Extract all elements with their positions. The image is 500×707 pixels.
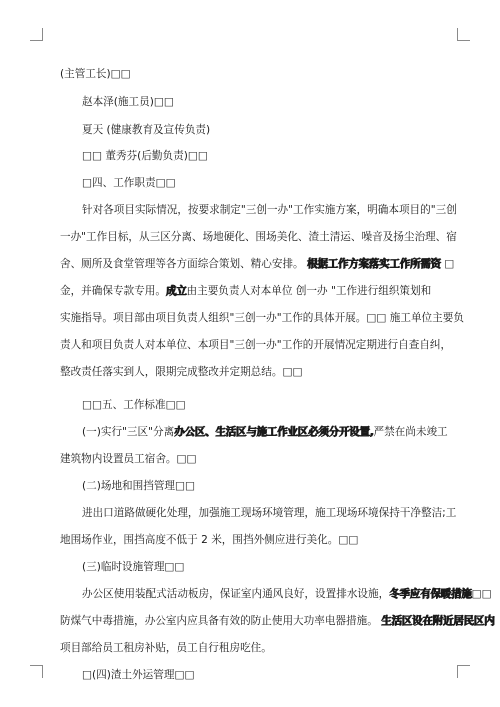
text-line: 针对各项目实际情况，按要求制定"三创一办"工作实施方案，明确本项目的"三创 [82, 204, 457, 216]
crop-mark-bottom-right [457, 665, 470, 678]
text-line: (主管工长)□□ [60, 68, 131, 80]
text-line: 责人和项目负责人对本单位、本项目"三创一办"工作的开展情况定期进行自查自纠， [60, 339, 452, 351]
subsection-heading: (三)临时设施管理□□ [82, 561, 185, 573]
text-line: 一办"工作目标，从三区分离、场地硬化、围场美化、渣土清运、噪音及扬尘治理、宿 [60, 231, 457, 243]
crop-mark-top-right [457, 28, 470, 41]
text-line: 赵本泽(施工员)□□ [82, 96, 174, 108]
subsection-heading: (二)场地和围挡管理□□ [82, 480, 196, 492]
section-heading: □四、工作职责□□ [82, 177, 176, 189]
text-line: 地围场作业，围挡高度不低于 2 米，围挡外侧应进行美化。□□ [60, 534, 359, 546]
crop-mark-top-left [30, 28, 43, 41]
text-line: 金，并确保专款专用。成立由主要负责人对本单位 创一办 "工作进行组织策划和 [60, 285, 432, 297]
text-line: 项目部给员工租房补贴，员工自行租房吃住。 [60, 642, 272, 654]
section-heading: □□五、工作标准□□ [82, 399, 186, 411]
text-line: 防煤气中毒措施，办公室内应具备有效的防止使用大功率电器措施。 生活区设在附近居民区内 [60, 615, 495, 627]
text-line: (一)实行"三区"分离办公区、生活区与施工作业区必须分开设置,严禁在尚未竣工 [82, 426, 448, 438]
crop-mark-bottom-left [30, 665, 43, 678]
text-line: 实施指导。项目部由项目负责人组织"三创一办"工作的具体开展。□□ 施工单位主要负 [60, 312, 464, 324]
text-line: 整改责任落实到人，限期完成整改并定期总结。□□ [60, 366, 303, 378]
text-line: 舍、厕所及食堂管理等各方面综合策划、精心安排。 根据工作方案落实工作所需资 □ [60, 258, 455, 270]
text-line: 办公区使用装配式活动板房，保证室内通风良好，设置排水设施，冬季应有保暖措施□□ [82, 588, 492, 600]
text-line: 夏天 (健康教育及宣传负责) [82, 124, 211, 136]
subsection-heading: □(四)渣土外运管理□□ [82, 669, 195, 681]
text-line: 建筑物内设置员工宿舍。□□ [60, 453, 197, 465]
text-line: 进出口道路做硬化处理，加强施工现场环境管理，施工现场环境保持干净整洁;工 [82, 507, 457, 519]
text-line: □□ 董秀芬(后勤负责)□□ [82, 150, 208, 162]
